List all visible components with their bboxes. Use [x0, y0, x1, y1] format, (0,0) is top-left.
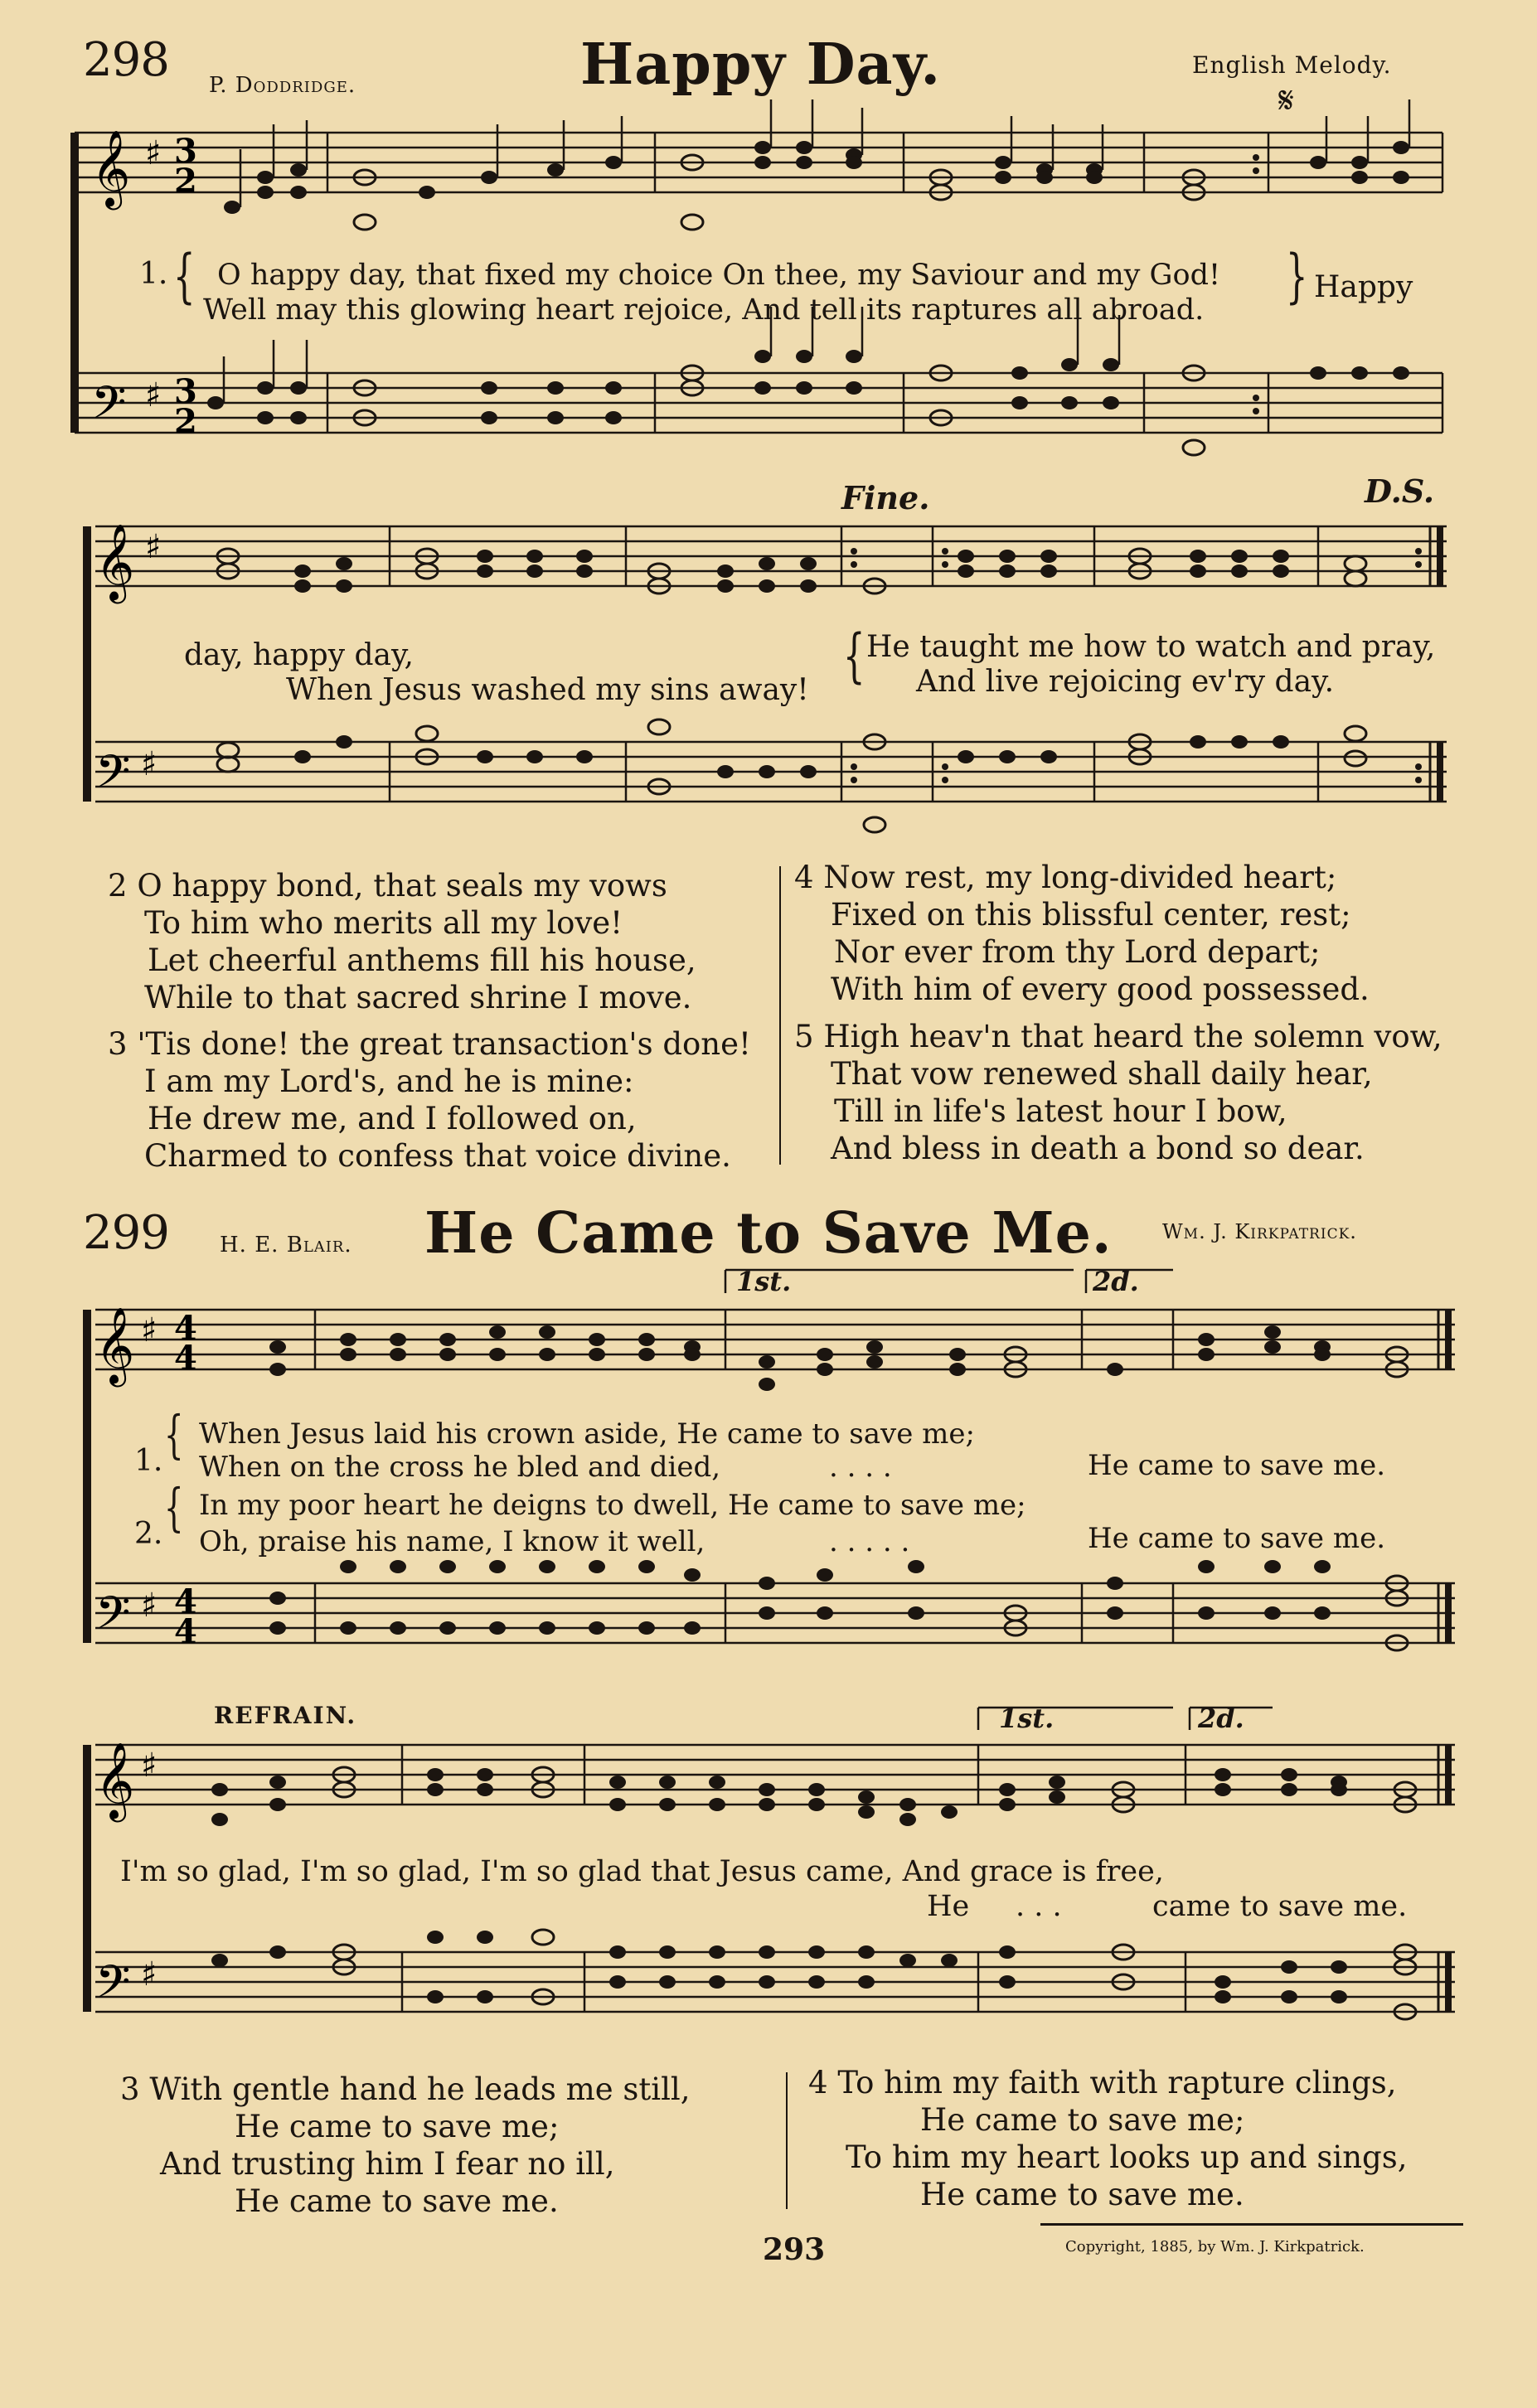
hymn-author: H. E. Blair.: [220, 1233, 352, 1257]
page-number: 293: [763, 2232, 826, 2267]
verse-line: O happy bond, that seals my vows: [137, 868, 667, 904]
hymn-composer: Wm. J. Kirkpatrick.: [1162, 1220, 1357, 1243]
lyric-line: When Jesus laid his crown aside, He came to save me;: [199, 1417, 975, 1451]
hymn-composer: English Melody.: [1192, 51, 1392, 79]
verse-line: With him of every good possessed.: [831, 971, 1370, 1007]
verse-line: 'Tis done! the great transaction's done!: [137, 1026, 751, 1062]
lyric-line: When Jesus washed my sins away!: [286, 673, 809, 707]
verse-line: Till in life's latest hour I bow,: [834, 1093, 1287, 1129]
verse-number: 2.: [134, 1517, 163, 1551]
verse-line: He came to save me;: [235, 2109, 560, 2144]
svg-text:4: 4: [174, 1339, 197, 1378]
lyric-line: O happy day, that fixed my choice On thee, my Saviour and my God!: [217, 259, 1221, 292]
verse-block-4: [808, 2064, 1407, 2213]
hymn-title: Happy Day.: [580, 31, 941, 98]
verse-number: 4: [794, 860, 814, 895]
svg-text:3: 3: [174, 132, 197, 171]
svg-text:♯: ♯: [141, 744, 158, 783]
verse-block-3: [108, 1025, 751, 1175]
lyric-line: And live rejoicing ev'ry day.: [916, 665, 1335, 699]
brace-left: {: [172, 242, 196, 310]
svg-text:♯: ♯: [141, 1955, 158, 1994]
dot-leader: . . .: [1016, 1890, 1062, 1923]
verse-line: Let cheerful anthems fill his house,: [148, 942, 696, 978]
verse-number: 5: [794, 1019, 814, 1054]
verse-number: 1.: [139, 257, 168, 291]
svg-text:𝄞: 𝄞: [95, 523, 135, 600]
brace-left: {: [842, 622, 865, 690]
verse-number: 3: [120, 2071, 140, 2107]
brace-left: {: [163, 1477, 184, 1538]
verse-line: He came to save me;: [920, 2102, 1245, 2138]
verse-line: While to that sacred shrine I move.: [144, 980, 692, 1015]
verse-number: 2: [108, 868, 128, 904]
verse-line: Now rest, my long-divided heart;: [823, 860, 1337, 895]
lyric-word: Happy: [1314, 270, 1413, 304]
verse-line: Charmed to confess that voice divine.: [144, 1138, 731, 1174]
verse-line: He came to save me.: [235, 2183, 559, 2219]
verse-line: That vow renewed shall daily hear,: [831, 1056, 1373, 1092]
second-ending-label: 2d.: [1198, 1703, 1244, 1734]
verse-block-2: [108, 867, 696, 1016]
hymn-author: P. Doddridge.: [209, 73, 356, 98]
verse-line: And bless in death a bond so dear.: [831, 1131, 1365, 1166]
refrain-lyric: came to save me.: [1152, 1890, 1408, 1923]
svg-text:𝄢: 𝄢: [91, 376, 127, 440]
svg-text:♯: ♯: [145, 527, 162, 566]
verse-line: To him my faith with rapture clings,: [837, 2065, 1397, 2100]
svg-text:4: 4: [174, 1612, 197, 1651]
verse-block-3: [120, 2071, 691, 2220]
verse-line: With gentle hand he leads me still,: [149, 2071, 691, 2107]
segno-symbol: 𝄋: [1278, 80, 1294, 122]
lyric-line: day, happy day,: [184, 638, 414, 672]
svg-text:3: 3: [174, 372, 197, 411]
lyric-line: He taught me how to watch and pray,: [866, 630, 1436, 664]
lyric-line: Well may this glowing heart rejoice, And tell its raptures all abroad.: [203, 293, 1205, 327]
svg-text:♯: ♯: [141, 1311, 158, 1349]
lyric-line: He came to save me.: [1088, 1449, 1386, 1482]
svg-text:𝄞: 𝄞: [95, 1306, 135, 1383]
verse-line: High heav'n that heard the solemn vow,: [823, 1019, 1442, 1054]
svg-text:4: 4: [174, 1309, 197, 1348]
verse-block-4: [794, 859, 1370, 1008]
dot-leader: . . . . .: [829, 1525, 910, 1558]
svg-text:2: 2: [174, 162, 197, 201]
svg-text:𝄢: 𝄢: [95, 1955, 131, 2019]
svg-text:𝄢: 𝄢: [95, 745, 131, 809]
hymn-number: 298: [83, 33, 169, 87]
verse-line: I am my Lord's, and he is mine:: [144, 1063, 634, 1099]
svg-text:♯: ♯: [141, 1586, 158, 1625]
svg-text:♯: ♯: [145, 375, 162, 414]
svg-text:♯: ♯: [145, 133, 162, 172]
copyright-notice: Copyright, 1885, by Wm. J. Kirkpatrick.: [1065, 2238, 1365, 2255]
svg-text:𝄞: 𝄞: [91, 129, 131, 206]
svg-text:𝄞: 𝄞: [95, 1742, 135, 1819]
footer-rule: [1040, 2223, 1463, 2226]
first-ending-label: 1st.: [999, 1703, 1055, 1734]
verse-number: 4: [808, 2065, 828, 2100]
verse-number: 3: [108, 1026, 128, 1062]
lyric-line: Oh, praise his name, I know it well,: [199, 1525, 705, 1558]
second-ending-label: 2d.: [1093, 1266, 1139, 1297]
verse-number: 1.: [134, 1444, 163, 1478]
svg-text:𝄢: 𝄢: [95, 1587, 131, 1650]
verse-line: To him who merits all my love!: [144, 905, 623, 941]
lyric-line: When on the cross he bled and died,: [199, 1451, 721, 1484]
verse-line: He came to save me.: [920, 2177, 1244, 2212]
lyric-line: In my poor heart he deigns to dwell, He came to save me;: [199, 1489, 1026, 1522]
svg-text:2: 2: [174, 402, 197, 441]
column-divider: [779, 866, 781, 1165]
hymn-title: He Came to Save Me.: [424, 1200, 1113, 1267]
dot-leader: . . . .: [829, 1451, 892, 1484]
verse-line: Fixed on this blissful center, rest;: [831, 897, 1351, 933]
verse-line: And trusting him I fear no ill,: [160, 2146, 615, 2182]
brace-right: }: [1285, 242, 1308, 310]
refrain-lyric: He: [927, 1890, 970, 1923]
verse-line: Nor ever from thy Lord depart;: [834, 934, 1321, 970]
svg-text:4: 4: [174, 1582, 197, 1621]
lyric-line: He came to save me.: [1088, 1522, 1386, 1555]
first-ending-label: 1st.: [736, 1266, 792, 1297]
ds-marking: D.S.: [1365, 472, 1435, 510]
verse-line: He drew me, and I followed on,: [148, 1101, 637, 1136]
verse-block-5: [794, 1018, 1442, 1167]
svg-text:♯: ♯: [141, 1746, 158, 1785]
fine-marking: Fine.: [841, 479, 930, 516]
hymn-number: 299: [83, 1206, 169, 1260]
brace-left: {: [163, 1404, 184, 1465]
column-divider: [786, 2072, 788, 2209]
refrain-label: REFRAIN.: [214, 1702, 357, 1729]
refrain-lyric: I'm so glad, I'm so glad, I'm so glad that Jesus came, And grace is free,: [120, 1855, 1164, 1888]
verse-line: To him my heart looks up and sings,: [846, 2139, 1408, 2175]
